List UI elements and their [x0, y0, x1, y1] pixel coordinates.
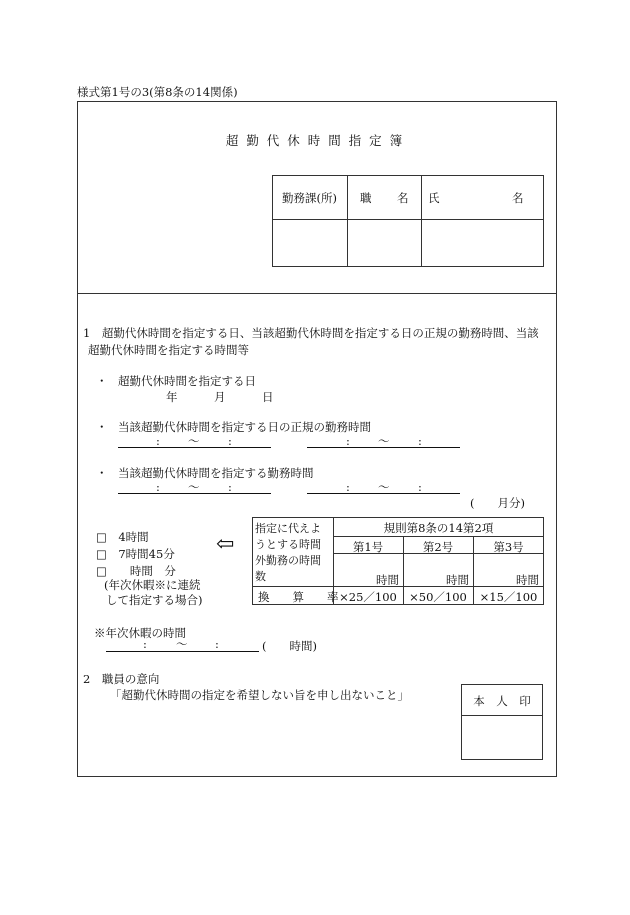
rate-label: 換 算 率 [258, 590, 339, 604]
col-dept: 勤務課(所) [282, 191, 337, 205]
bullet-2: ・ [96, 420, 108, 434]
rate-3: ×15／100 [479, 590, 538, 604]
leave-underline[interactable] [106, 651, 259, 652]
col-header-2: 第2号 [422, 540, 454, 554]
options-note-line1: (年次休暇※に連続 [104, 578, 201, 592]
frame-divider [77, 293, 557, 294]
section1-heading-line1: 1 超勤代休時間を指定する日、当該超勤代休時間を指定する日の正規の勤務時間、当該 [83, 326, 539, 340]
date-year: 年 [166, 390, 178, 404]
header-left-line2: うとする時間 [255, 538, 321, 551]
item1-label: 超勤代休時間を指定する日 [118, 374, 256, 388]
rate-1: ×25／100 [339, 590, 397, 604]
section2-statement: 「超勤代休時間の指定を希望しない旨を申し出ないこと」 [110, 688, 409, 702]
col-name-part2: 名 [512, 191, 524, 205]
option-7hours45[interactable]: □ 7時間45分 [96, 547, 175, 561]
time1-underline[interactable] [118, 447, 271, 448]
col-header-1: 第1号 [352, 540, 384, 554]
rate-table-row-line-1 [333, 536, 544, 537]
annual-leave-hours: ( 時間) [262, 639, 317, 653]
option-4hours[interactable]: □ 4時間 [96, 530, 149, 544]
page-title: 超 勤 代 休 時 間 指 定 簿 [225, 133, 405, 148]
item3-label: 当該超勤代休時間を指定する勤務時間 [118, 466, 314, 480]
unit-hours-3[interactable]: 時間 [516, 573, 539, 587]
time2-tilde: ～ [378, 434, 390, 448]
col-header-3: 第3号 [493, 540, 524, 554]
time1-colon-a: : [156, 434, 160, 448]
header-rule: 規則第8条の14第2項 [383, 521, 494, 535]
time3-tilde: ～ [188, 480, 200, 494]
section1-heading-line2: 超勤代休時間を指定する時間等 [88, 343, 249, 357]
bullet-3: ・ [96, 466, 108, 480]
section2-heading: 2 職員の意向 [83, 672, 160, 686]
header-left-line4: 数 [255, 570, 266, 583]
time4-colon-a: : [346, 480, 350, 494]
option-custom-hours[interactable]: □ 時間 分 [96, 564, 176, 578]
header-left-line3: 外勤務の時間 [255, 554, 321, 567]
time3-underline[interactable] [118, 493, 271, 494]
time4-underline[interactable] [307, 493, 460, 494]
col-job-part1: 職 [360, 191, 372, 205]
time2-underline[interactable] [307, 447, 460, 448]
leave-colon-a: : [143, 637, 147, 651]
unit-hours-2[interactable]: 時間 [446, 573, 469, 587]
job-entry-field[interactable] [348, 220, 420, 266]
header-left-line1: 指定に代えよ [255, 522, 321, 535]
form-id: 様式第1号の3(第8条の14関係) [77, 85, 238, 99]
seal-stamp-area[interactable] [462, 716, 542, 759]
bullet-1: ・ [96, 374, 108, 388]
left-arrow-icon: ⇦ [216, 532, 235, 557]
time4-colon-b: : [418, 480, 422, 494]
item2-label: 当該超勤代休時間を指定する日の正規の勤務時間 [118, 420, 371, 434]
time2-colon-a: : [346, 434, 350, 448]
date-day: 日 [262, 390, 274, 404]
seal-label: 本 人 印 [473, 694, 531, 708]
rate-2: ×50／100 [409, 590, 467, 604]
date-month: 月 [214, 390, 226, 404]
col-name-part1: 氏 [428, 191, 440, 205]
time4-tilde: ～ [378, 480, 390, 494]
month-note: ( 月分) [470, 496, 525, 510]
time2-colon-b: : [418, 434, 422, 448]
col-job-part2: 名 [397, 191, 409, 205]
name-entry-field[interactable] [422, 220, 543, 266]
dept-entry-field[interactable] [273, 220, 346, 266]
annual-leave-label: ※年次休暇の時間 [94, 626, 186, 640]
options-note-line2: して指定する場合) [106, 593, 203, 607]
time3-colon-b: : [228, 480, 232, 494]
leave-colon-b: : [215, 637, 219, 651]
time1-tilde: ～ [188, 434, 200, 448]
time1-colon-b: : [228, 434, 232, 448]
time3-colon-a: : [156, 480, 160, 494]
leave-tilde: ～ [176, 637, 188, 651]
unit-hours-1[interactable]: 時間 [376, 573, 399, 587]
